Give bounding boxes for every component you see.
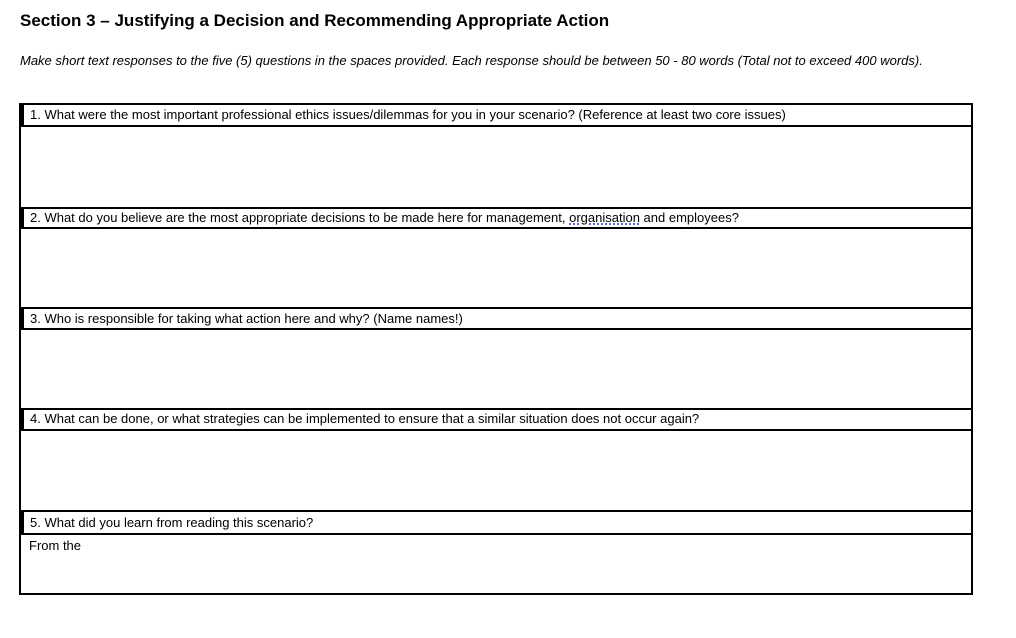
answer-5-field[interactable]: From the bbox=[29, 538, 82, 553]
answer-2-field[interactable] bbox=[21, 229, 971, 309]
answer-1-field[interactable] bbox=[21, 127, 971, 209]
section-title: Section 3 – Justifying a Decision and Recommending Appropriate Action bbox=[20, 11, 610, 30]
question-1: 1. What were the most important professional ethics issues/dilemmas for you in your scenario? (Reference at least two core issues) bbox=[21, 105, 971, 127]
question-3: 3. Who is responsible for taking what action here and why? (Name names!) bbox=[21, 309, 971, 330]
question-2-text: 2. What do you believe are the most appropriate decisions to be made here for management, bbox=[30, 210, 570, 225]
question-2 bbox=[21, 208, 971, 229]
questions-table bbox=[19, 103, 973, 595]
question-5: 5. What did you learn from reading this scenario? bbox=[21, 511, 971, 535]
answer-3-field[interactable] bbox=[21, 330, 971, 410]
question-4: 4. What can be done, or what strategies can be implemented to ensure that a similar situation does not occur again? bbox=[21, 409, 971, 431]
answer-4-field[interactable] bbox=[21, 431, 971, 512]
spelling-flagged-word[interactable]: organisation bbox=[569, 210, 640, 225]
instructions: Make short text responses to the five (5) questions in the spaces provided. Each response should be between 50 - 80 words (Total not to exceed 400 words). bbox=[20, 53, 923, 68]
question-2-text-end: and employees? bbox=[639, 210, 739, 225]
